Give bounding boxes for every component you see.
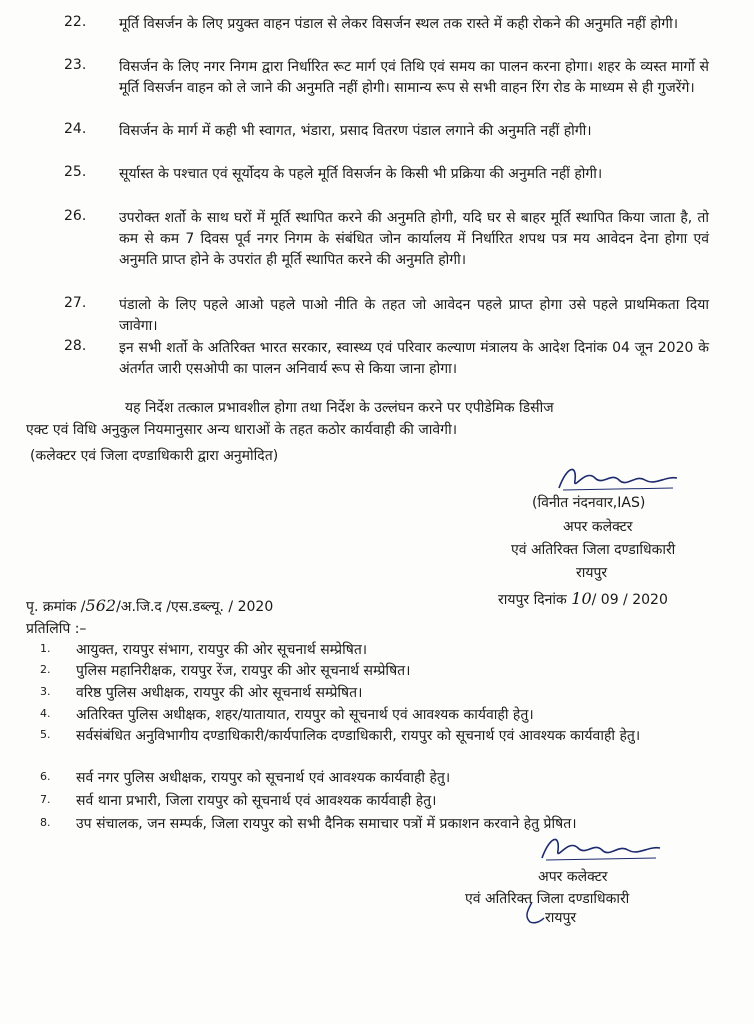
directive-line-1: यह निर्देश तत्काल प्रभावशील होगा तथा निर्देश के उल्लंघन करने पर एपीडेमिक डिसीज (125, 400, 554, 416)
directive-line-2: एक्ट एवं विधि अनुकुल नियमानुसार अन्य धाराओं के तहत कठोर कार्यवाही की जावेगी। (26, 422, 457, 438)
reference-suffix: /अ.जि.द /एस.डब्ल्यू. / 2020 (116, 599, 274, 615)
designation-1: अपर कलेक्टर (563, 519, 633, 535)
clause-number: 25. (64, 164, 87, 180)
clause-text: इन सभी शर्तो के अतिरिक्त भारत सरकार, स्वास्थ्य एवं परिवार कल्याण मंत्रालय के आदेश दिनांक 04 जून 2020 के अंतर्गत जारी एसओपी का पालन अनिवार्य रूप से किया जाना होगा। (119, 340, 709, 377)
copy-number: 2. (40, 663, 51, 676)
signatory-name: (विनीत नंदनवार,IAS) (532, 495, 646, 511)
clause-text: विसर्जन के मार्ग में कही भी स्वागत, भंडारा, प्रसाद वितरण पंडाल लगाने की अनुमति नहीं होगी। (119, 123, 592, 139)
clause-number: 22. (64, 14, 87, 30)
copy-text: अतिरिक्त पुलिस अधीक्षक, शहर/यातायात, रायपुर को सूचनार्थ एवं आवश्यक कार्यवाही हेतु। (76, 707, 534, 723)
signature-1 (555, 458, 685, 498)
designation-1-copy: अपर कलेक्टर (538, 869, 608, 885)
clause-number: 28. (64, 338, 87, 354)
copy-text: सर्व नगर पुलिस अधीक्षक, रायपुर को सूचनार्थ एवं आवश्यक कार्यवाही हेतु। (76, 770, 451, 786)
handwritten-signature-icon (555, 458, 685, 498)
date-handwritten-day: 10 (571, 589, 592, 608)
city-copy: रायपुर (545, 910, 577, 926)
copy-number: 1. (40, 642, 51, 655)
clause-number: 24. (64, 121, 87, 137)
copy-text: पुलिस महानिरीक्षक, रायपुर रेंज, रायपुर की ओर सूचनार्थ सम्प्रेषित। (76, 663, 411, 679)
copy-number: 5. (40, 728, 51, 741)
designation-2-copy: एवं अतिरिक्त जिला दण्डाधिकारी (465, 891, 630, 907)
clause-number: 27. (64, 295, 87, 311)
reference-prefix: पृ. क्रमांक / (26, 599, 86, 615)
initial-mark (518, 900, 548, 926)
reference-handwritten-number: 562 (85, 596, 117, 615)
reference-date (498, 589, 668, 609)
copy-text: आयुक्त, रायपुर संभाग, रायपुर की ओर सूचनार्थ सम्प्रेषित। (76, 642, 368, 658)
date-prefix: रायपुर दिनांक (498, 592, 567, 608)
clause-text: सूर्यास्त के पश्चात एवं सूर्योदय के पहले मूर्ति विसर्जन के किसी भी प्रक्रिया की अनुमति नहीं होगी। (119, 166, 603, 182)
signature-city: रायपुर (576, 565, 608, 581)
copy-number: 6. (40, 770, 51, 783)
copy-number: 4. (40, 707, 51, 720)
copy-text: सर्वसंबंधित अनुविभागीय दण्डाधिकारी/कार्यपालिक दण्डाधिकारी, रायपुर को सूचनार्थ एवं आवश्यक कार्यवाही हेतु। (76, 728, 641, 744)
designation-2: एवं अतिरिक्त जिला दण्डाधिकारी (511, 542, 676, 558)
copy-number: 8. (40, 816, 51, 829)
clause-text: उपरोक्त शर्तो के साथ घरों में मूर्ति स्थापित करने की अनुमति होगी, यदि घर से बाहर मूर्ति स्थापित किया जाता है, तो कम से कम 7 दिवस पूर्व नगर निगम के संबंधित जोन कार्यालय में निर्धारित शपथ पत्र मय आवेदन देना होगा एवं अनुमति प्राप्त होने के उपरांत ही मूर्ति स्थापित करने की अनुमति होगी। (119, 210, 709, 268)
copy-number: 3. (40, 685, 51, 698)
clause-text: पंडालो के लिए पहले आओ पहले पाओ नीति के तहत जो आवेदन पहले प्राप्त होगा उसे पहले प्राथमिकता दिया जावेगा। (119, 297, 709, 334)
copy-heading: प्रतिलिपि :– (26, 621, 87, 637)
copy-number: 7. (40, 793, 51, 806)
copy-text: वरिष्ठ पुलिस अधीक्षक, रायपुर की ओर सूचनार्थ सम्प्रेषित। (76, 685, 363, 701)
date-rest: / 09 / 2020 (591, 592, 668, 608)
approval-note: (कलेक्टर एवं जिला दण्डाधिकारी द्वारा अनुमोदित) (30, 448, 279, 464)
clause-number: 23. (64, 57, 87, 73)
signature-2 (538, 828, 668, 868)
clause-number: 26. (64, 208, 87, 224)
clause-text: विसर्जन के लिए नगर निगम द्वारा निर्धारित रूट मार्ग एवं तिथि एवं समय का पालन करना होगा। शहर के व्यस्त मार्गो से मूर्ति विसर्जन वाहन को ले जाने की अनुमति नहीं होगी। सामान्य रूप से सभी वाहन रिंग रोड के माध्यम से ही गुजरेंगे। (119, 59, 709, 96)
copy-text: उप संचालक, जन सम्पर्क, जिला रायपुर को सभी दैनिक समाचार पत्रों में प्रकाशन करवाने हेतु प्रेषित। (76, 816, 577, 832)
clause-text: मूर्ति विसर्जन के लिए प्रयुक्त वाहन पंडाल से लेकर विसर्जन स्थल तक रास्ते में कही रोकने की अनुमति नहीं होगी। (119, 16, 679, 32)
reference-number (26, 596, 273, 616)
handwritten-initial-icon (518, 900, 548, 926)
handwritten-signature-icon (538, 828, 668, 868)
copy-text: सर्व थाना प्रभारी, जिला रायपुर को सूचनार्थ एवं आवश्यक कार्यवाही हेतु। (76, 793, 437, 809)
